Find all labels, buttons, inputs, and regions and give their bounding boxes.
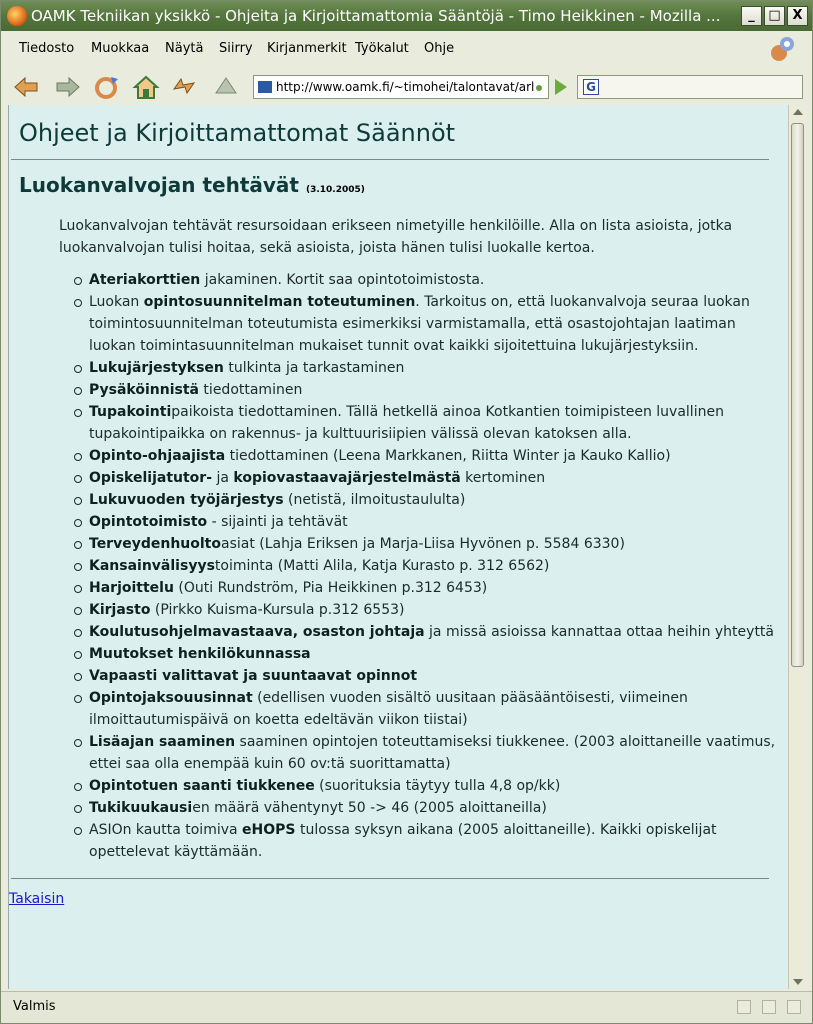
list-item-text: toiminta (Matti Alila, Katja Kurasto p. 312 6562): [214, 558, 550, 574]
list-item-text: . Tarkoitus on, että luokanvalvoja seuraa luokan toimintosuunnitelman toteutumista esimerkiksi varmistamalla, että osastojohtajan laatiman luokan toimintasuunnitelman mukaiset tunnit ovat kaikki sijoitettuina lukujärjestyksiin.: [89, 294, 750, 354]
print-icon[interactable]: [211, 73, 241, 101]
sync-icon[interactable]: [169, 73, 199, 101]
list-item-text: (suorituksia täytyy tulla 4,8 op/kk): [314, 778, 561, 794]
scroll-down-icon[interactable]: [793, 979, 803, 985]
list-item: [89, 797, 779, 819]
list-item-keyword: Harjoittelu: [89, 580, 174, 596]
list-item-keyword: Lukujärjestyksen: [89, 360, 224, 376]
list-item-keyword: Lukuvuoden työjärjestys: [89, 492, 284, 508]
list-item-keyword: Tupakointi: [89, 404, 172, 420]
menu-ohje[interactable]: Ohje: [424, 41, 455, 56]
list-item-text: jakaminen. Kortit saa opintotoimistosta.: [200, 272, 485, 288]
list-item-keyword: Opinto-ohjaajista: [89, 448, 226, 464]
go-icon[interactable]: [555, 79, 567, 95]
list-item-text: tiedottaminen: [198, 382, 303, 398]
vertical-scrollbar[interactable]: [788, 105, 806, 989]
list-item: [89, 533, 779, 555]
divider-top: [11, 159, 769, 160]
list-item-text: en määrä vähentynyt 50 -> 46 (2005 aloittaneilla): [192, 800, 547, 816]
list-item: [89, 665, 779, 687]
list-item: [89, 577, 779, 599]
list-item: [89, 357, 779, 379]
address-bar[interactable]: [253, 75, 549, 99]
list-item-text: (edellisen vuoden sisältö uusitaan pääsääntöisesti, viimeinen ilmoittautumispäivä on koetta edeltävän viikon tiistai): [89, 690, 688, 728]
reload-icon[interactable]: [91, 73, 121, 101]
firefox-icon: [7, 6, 27, 26]
list-item-keyword: Tukikuukausi: [89, 800, 193, 816]
list-item-keyword: Kansainvälisyys: [89, 558, 215, 574]
list-item: [89, 643, 779, 665]
list-item: [89, 819, 779, 863]
list-item-keyword: Opintotuen saanti tiukkenee: [89, 778, 315, 794]
list-item: [89, 467, 779, 489]
throbber-icon: [767, 33, 799, 65]
list-item-text: tulkinta ja tarkastaminen: [223, 360, 405, 376]
menu-nayta[interactable]: Näytä: [165, 41, 204, 56]
home-icon[interactable]: [131, 73, 161, 101]
list-item-keyword: Lisäajan saaminen: [89, 734, 236, 750]
maximize-button[interactable]: □: [764, 6, 785, 26]
list-item: [89, 291, 779, 357]
menu-bar: [9, 35, 804, 63]
list-item: [89, 687, 779, 731]
list-item: [89, 445, 779, 467]
status-dot-icon: [536, 85, 542, 91]
list-item-keyword: eHOPS: [242, 822, 296, 838]
list-item-text: ASIOn kautta toimiva: [89, 822, 243, 838]
status-bar: [1, 991, 812, 1023]
list-item-keyword: Opintojaksouusinnat: [89, 690, 253, 706]
list-item-text: saaminen opintojen toteuttamiseksi tiukkenee. (2003 aloittaneille vaatimus, ettei saa olla enempää kuin 60 ov:tä suorittamatta): [89, 734, 776, 772]
menu-kirjanmerkit[interactable]: Kirjanmerkit: [267, 41, 347, 56]
divider-bottom: [11, 878, 769, 879]
status-text: Valmis: [13, 999, 56, 1014]
navigation-toolbar: [9, 69, 804, 105]
list-item-text: (Pirkko Kuisma-Kursula p.312 6553): [150, 602, 405, 618]
forward-icon[interactable]: [53, 73, 83, 101]
list-item: [89, 555, 779, 577]
list-item-text: asiat (Lahja Eriksen ja Marja-Liisa Hyvönen p. 5584 6330): [220, 536, 625, 552]
list-item-text: (Outi Rundström, Pia Heikkinen p.312 6453): [173, 580, 488, 596]
offline-icon: [787, 1000, 801, 1014]
intro-paragraph: Luokanvalvojan tehtävät resursoidaan erikseen nimetyille henkilöille. Alla on lista asioista, jotka luokanvalvojan tulisi hoitaa, sekä asioista, joista hänen tulisi luokalle kertoa.: [59, 218, 733, 256]
list-item: [89, 731, 779, 775]
list-item-text: ja missä asioissa kannattaa ottaa heihin yhteyttä: [424, 624, 774, 640]
search-engine-icon[interactable]: G: [583, 79, 599, 95]
list-item: [89, 489, 779, 511]
list-item: [89, 599, 779, 621]
section-title-text: Luokanvalvojan tehtävät: [19, 173, 299, 197]
menu-siirry[interactable]: Siirry: [219, 41, 253, 56]
list-item-keyword: Vapaasti valittavat ja suuntaavat opinnot: [89, 668, 418, 684]
list-item: [89, 379, 779, 401]
back-icon[interactable]: [11, 73, 41, 101]
section-date: (3.10.2005): [305, 185, 365, 195]
list-item-keyword: Pysäköinnistä: [89, 382, 199, 398]
back-link[interactable]: Takaisin: [9, 891, 65, 907]
page-content: [8, 105, 788, 989]
list-item: [89, 775, 779, 797]
list-item-keyword: Muutokset henkilökunnassa: [89, 646, 311, 662]
list-item: [89, 401, 779, 445]
section-title: [19, 173, 365, 197]
close-button[interactable]: X: [787, 6, 808, 26]
list-item-keyword: Terveydenhuolto: [89, 536, 221, 552]
menu-tyokalut[interactable]: Työkalut: [355, 41, 409, 56]
list-item-text: - sijainti ja tehtävät: [207, 514, 348, 530]
minimize-button[interactable]: _: [741, 6, 762, 26]
title-bar[interactable]: [1, 1, 812, 31]
menu-tiedosto[interactable]: Tiedosto: [19, 41, 75, 56]
window-title: OAMK Tekniikan yksikkö - Ohjeita ja Kirjoittamattomia Sääntöjä - Timo Heikkinen - Mozilla ...: [31, 7, 721, 25]
lock-icon: [737, 1000, 751, 1014]
list-item-text: (netistä, ilmoitustaululta): [283, 492, 466, 508]
list-item-text: tiedottaminen (Leena Markkanen, Riitta Winter ja Kauko Kallio): [225, 448, 671, 464]
list-item-text: kertominen: [460, 470, 546, 486]
list-item-keyword: opintosuunnitelman toteutuminen: [143, 294, 416, 310]
list-item-text: tulossa syksyn aikana (2005 aloittaneille). Kaikki opiskelijat opettelevat käyttämään.: [89, 822, 717, 860]
list-item-keyword: Ateriakorttien: [89, 272, 201, 288]
list-item-text: Luokan: [89, 294, 144, 310]
address-url: http://www.oamk.fi/~timohei/talontavat/arl: [276, 80, 535, 94]
popup-icon: [762, 1000, 776, 1014]
list-item-keyword: Kirjasto: [89, 602, 151, 618]
page-title: Ohjeet ja Kirjoittamattomat Säännöt: [19, 119, 456, 147]
list-item-keyword: Opiskelijatutor-: [89, 470, 213, 486]
site-icon: [258, 81, 272, 93]
scroll-thumb[interactable]: [791, 123, 804, 667]
list-item: [89, 511, 779, 533]
task-list: [89, 269, 779, 863]
menu-muokkaa[interactable]: Muokkaa: [91, 41, 150, 56]
list-item: [89, 269, 779, 291]
list-item-text: paikoista tiedottaminen. Tällä hetkellä ainoa Kotkantien toimipisteen luvallinen tupakointipaikka on rakennus- ja kulttuurisiipien välissä olevan katoksen alla.: [89, 404, 724, 442]
list-item-keyword: kopiovastaavajärjestelmästä: [233, 470, 461, 486]
list-item: [89, 621, 779, 643]
scroll-up-icon[interactable]: [793, 109, 803, 115]
list-item-keyword: Koulutusohjelmavastaava, osaston johtaja: [89, 624, 425, 640]
list-item-text: ja: [212, 470, 234, 486]
search-bar[interactable]: [577, 75, 803, 99]
list-item-keyword: Opintotoimisto: [89, 514, 208, 530]
